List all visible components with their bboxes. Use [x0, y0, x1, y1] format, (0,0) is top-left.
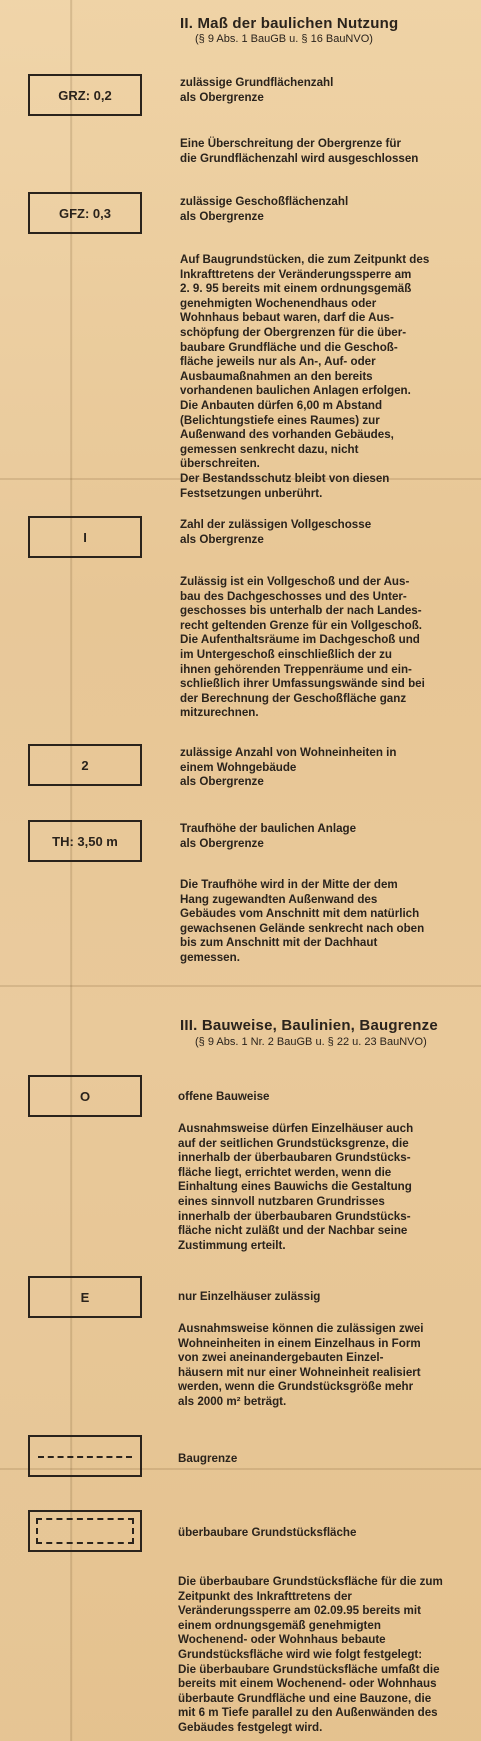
traufhoehe-description: Traufhöhe der baulichen Anlage als Obergrenze	[180, 822, 357, 850]
ueberbaubare-flaeche-symbol	[28, 1510, 142, 1552]
traufhoehe-symbol: TH: 3,50 m	[28, 820, 142, 862]
gfz-symbol: GFZ: 0,3	[28, 192, 142, 234]
ueberbaubare-flaeche-description: überbaubare Grundstücksfläche	[178, 1526, 357, 1539]
paper-fold-vertical	[70, 0, 72, 1741]
vollgeschosse-symbol: I	[28, 516, 142, 558]
section-2-legal-ref: (§ 9 Abs. 1 BauGB u. § 16 BauNVO)	[195, 33, 373, 45]
grz-note: Eine Überschreitung der Obergrenze für die Grundflächenzahl wird ausgeschlossen	[180, 137, 419, 165]
ueberbaubare-flaeche-note: Die überbaubare Grundstücksfläche für die zum Zeitpunkt des Inkrafttretens der Veränderungssperre am 02.09.95 bereits mit einem ordnungsgemäß genehmigten Wochenend- oder Wohnhaus bebaute Grundstücksfläche wird wie folgt festgelegt: Die überbaubare Grundstücksfläche umfaßt die bereits mit einem Wochenend- oder Wohnhaus überbaute Grundfläche und eine Bauzone, die mit 6 m Tiefe parallel zu den Außenwänden des Gebäudes festgelegt wird.	[178, 1575, 443, 1734]
grz-description: zulässige Grundflächenzahl als Obergrenze	[180, 76, 334, 104]
section-3-title: III. Bauweise, Baulinien, Baugrenze	[180, 1017, 438, 1034]
einzelhaeuser-symbol: E	[28, 1276, 142, 1318]
einzelhaeuser-note: Ausnahmsweise können die zulässigen zwei Wohneinheiten in einem Einzelhaus in Form von zwei aneinandergebauten Einzel- häusern mit nur einer Wohneinheit realisiert werden, wenn die Grundstücksgröße mehr als 2000 m² beträgt.	[178, 1322, 424, 1408]
offene-bauweise-description: offene Bauweise	[178, 1090, 270, 1103]
section-3-legal-ref: (§ 9 Abs. 1 Nr. 2 BauGB u. § 22 u. 23 BauNVO)	[195, 1036, 427, 1048]
vollgeschosse-description: Zahl der zulässigen Vollgeschosse als Obergrenze	[180, 518, 372, 546]
offene-bauweise-note: Ausnahmsweise dürfen Einzelhäuser auch auf der seitlichen Grundstücksgrenze, die innerhalb der überbaubaren Grundstücks- fläche liegt, errichtet werden, wenn die Einhaltung eines Bauwichs die Gestaltung eines sinnvoll nutzbaren Grundrisses innerhalb der überbaubaren Grundstücks- fläche nicht zuläßt und der Nachbar seine Zustimmung erteilt.	[178, 1122, 414, 1252]
einzelhaeuser-description: nur Einzelhäuser zulässig	[178, 1290, 321, 1303]
wohneinheiten-description: zulässige Anzahl von Wohneinheiten in einem Wohngebäude als Obergrenze	[180, 746, 397, 789]
baugrenze-description: Baugrenze	[178, 1452, 238, 1465]
wohneinheiten-symbol: 2	[28, 744, 142, 786]
traufhoehe-note: Die Traufhöhe wird in der Mitte der dem Hang zugewandten Außenwand des Gebäudes vom Anschnitt mit dem natürlich gewachsenen Gelände senkrecht nach oben bis zum Anschnitt mit der Dachhaut gemessen.	[180, 878, 425, 964]
vollgeschosse-note: Zulässig ist ein Vollgeschoß und der Aus- bau des Dachgeschosses und des Unter- geschosses bis unterhalb der nach Landes- recht geltenden Grenze für ein Vollgeschoß. Die Aufenthaltsräume im Dachgeschoß und im Untergeschoß einschließlich der zu ihnen gehörenden Treppenräume und ein- schließlich ihrer Umfassungswände sind bei der Berechnung der Geschoßfläche ganz mitzurechnen.	[180, 575, 425, 720]
grz-symbol: GRZ: 0,2	[28, 74, 142, 116]
baugrenze-symbol	[28, 1435, 142, 1477]
section-2-title: II. Maß der baulichen Nutzung	[180, 15, 399, 32]
gfz-note: Auf Baugrundstücken, die zum Zeitpunkt des Inkrafttretens der Veränderungssperre am 2. 9. 95 bereits mit einem ordnungsgemäß genehmigten Wochenendhaus oder Wohnhaus bebaut waren, darf die Aus- schöpfung der Obergrenzen für die über- baubare Grundfläche und die Geschoß- fläche jeweils nur als An-, Auf- oder Ausbaumaßnahmen an den bereits vorhandenen baulichen Anlagen erfolgen. Die Anbauten dürfen 6,00 m Abstand (Belichtungstiefe eines Raumes) zur Außenwand des vorhanden Gebäudes, gemessen senkrecht dazu, nicht überschreiten. Der Bestandsschutz bleibt von diesen Festsetzungen unberührt.	[180, 253, 430, 500]
paper-fold	[0, 985, 481, 987]
gfz-description: zulässige Geschoßflächenzahl als Obergrenze	[180, 195, 349, 223]
offene-bauweise-symbol: O	[28, 1075, 142, 1117]
